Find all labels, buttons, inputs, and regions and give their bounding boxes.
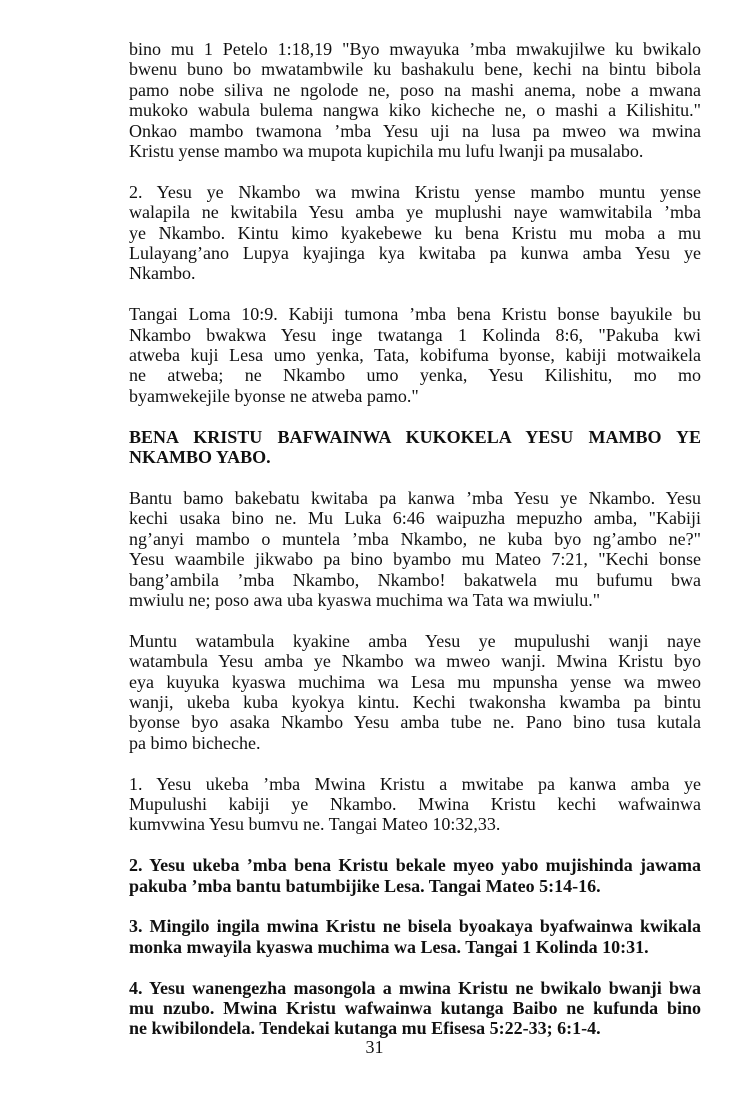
text-line: Nkambo bwakwa Yesu inge twatanga 1 Kolinda 8:6, "Pakuba kwi: [129, 324, 701, 345]
text-line: kechi usaka bino ne. Mu Luka 6:46 waipuzha mepuzho amba, "Kabiji: [129, 508, 701, 529]
text-line: pamo nobe siliva ne ngolode ne, poso na mashi anema, nobe a mwana: [129, 79, 701, 100]
text-line: ng’anyi mambo o muntela ’mba Nkambo, ne kuba byo ng’ambo ne?": [129, 528, 701, 549]
text-line: Yesu waambile jikwabo pa bino byambo mu Mateo 7:21, "Kechi bonse: [129, 549, 701, 570]
text-line: 2. Yesu ye Nkambo wa mwina Kristu yense mambo muntu yense: [129, 181, 701, 202]
paragraph: [129, 39, 701, 161]
text-line: Nkambo.: [129, 263, 196, 284]
text-line: ye Nkambo. Kintu kimo kyakebewe ku bena Kristu mu moba a mu: [129, 222, 701, 243]
text-line: walapila ne kwitabila Yesu amba ye muplushi naye wamwitabila ’mba: [129, 202, 701, 223]
paragraph: [129, 916, 701, 957]
text-line: Lulayang’ano Lupya kyajinga kya kwitaba pa kunwa amba Yesu ye: [129, 243, 701, 264]
text-line: bino mu 1 Petelo 1:18,19 "Byo mwayuka ’mba mwakujilwe ku bwikalo: [129, 39, 701, 59]
text-line: monka mwayila kyaswa muchima wa Lesa. Tangai 1 Kolinda 10:31.: [129, 936, 649, 957]
text-line: pa bimo bicheche.: [129, 732, 261, 753]
paragraph: [129, 182, 701, 284]
text-line: Mupulushi kabiji ye Nkambo. Mwina Kristu kechi wafwainwa: [129, 793, 701, 814]
text-line: Kristu yense mambo wa mupota kupichila mu lufu lwanji pa musalabo.: [129, 141, 644, 162]
text-line: watambula Yesu amba ye Nkambo wa mweo wanji. Mwina Kristu byo: [129, 651, 701, 672]
text-line: bwenu buno bo mwatambwile ku bashakulu bene, kechi na bintu bibola: [129, 59, 701, 80]
text-line: Bantu bamo bakebatu kwitaba pa kanwa ’mba Yesu ye Nkambo. Yesu: [129, 487, 701, 508]
text-line: mwiulu ne; poso awa uba kyaswa muchima wa Tata wa mwiulu.": [129, 589, 601, 610]
text-line: bang’ambila ’mba Nkambo, Nkambo! bakatwela mu bufumu bwa: [129, 569, 701, 590]
text-line: ne atweba; ne Nkambo umo yenka, Yesu Kilishitu, mo mo: [129, 365, 701, 386]
text-line: atweba kuji Lesa umo yenka, Tata, kobifuma byonse, kabiji motwaikela: [129, 345, 701, 366]
text-line: 3. Mingilo ingila mwina Kristu ne bisela byoakaya byafwainwa kwikala: [129, 916, 701, 937]
text-line: pakuba ’mba bantu batumbijike Lesa. Tangai Mateo 5:14-16.: [129, 875, 601, 896]
text-line: ne kwibilondela. Tendekai kutanga mu Efisesa 5:22-33; 6:1-4.: [129, 1018, 601, 1039]
text-line: kumvwina Yesu bumvu ne. Tangai Mateo 10:32,33.: [129, 814, 501, 835]
text-line: byamwekejile byonse ne atweba pamo.": [129, 385, 419, 406]
section-heading: [129, 427, 701, 468]
text-line: Onkao mambo twamona ’mba Yesu uji na lusa pa mweo wa mwina: [129, 120, 701, 141]
text-line: eya kuyuka kyaswa muchima wa Lesa mu mpunsha yense wa mweo: [129, 671, 701, 692]
text-line: 2. Yesu ukeba ’mba bena Kristu bekale myeo yabo mujishinda jawama: [129, 855, 701, 876]
paragraph: [129, 304, 701, 406]
paragraph: [129, 774, 701, 835]
paragraph: [129, 631, 701, 753]
text-line: 1. Yesu ukeba ’mba Mwina Kristu a mwitabe pa kanwa amba ye: [129, 773, 701, 794]
page-body: [129, 39, 701, 1059]
paragraph: [129, 978, 701, 1039]
text-line: Tangai Loma 10:9. Kabiji tumona ’mba bena Kristu bonse bayukile bu: [129, 304, 701, 325]
text-line: NKAMBO YABO.: [129, 447, 271, 468]
text-line: mu nzubo. Mwina Kristu wafwainwa kutanga Baibo ne kufunda bino: [129, 997, 701, 1018]
text-line: Muntu watambula kyakine amba Yesu ye mupulushi wanji naye: [129, 630, 701, 651]
text-line: 4. Yesu wanengezha masongola a mwina Kristu ne bwikalo bwanji bwa: [129, 977, 701, 998]
page-number: 31: [365, 1037, 384, 1057]
text-line: mukoko wabula bulema nangwa kiko kicheche ne, o mashi a Kilishitu.": [129, 100, 701, 121]
paragraph: [129, 488, 701, 610]
text-line: byonse byo asaka Nkambo Yesu amba tube ne. Pano bino tusa kutala: [129, 712, 701, 733]
text-line: BENA KRISTU BAFWAINWA KUKOKELA YESU MAMBO YE: [129, 426, 701, 447]
paragraph: [129, 855, 701, 896]
text-line: wanji, ukeba kuba kyokya kintu. Kechi twakonsha kwamba pa bintu: [129, 691, 701, 712]
